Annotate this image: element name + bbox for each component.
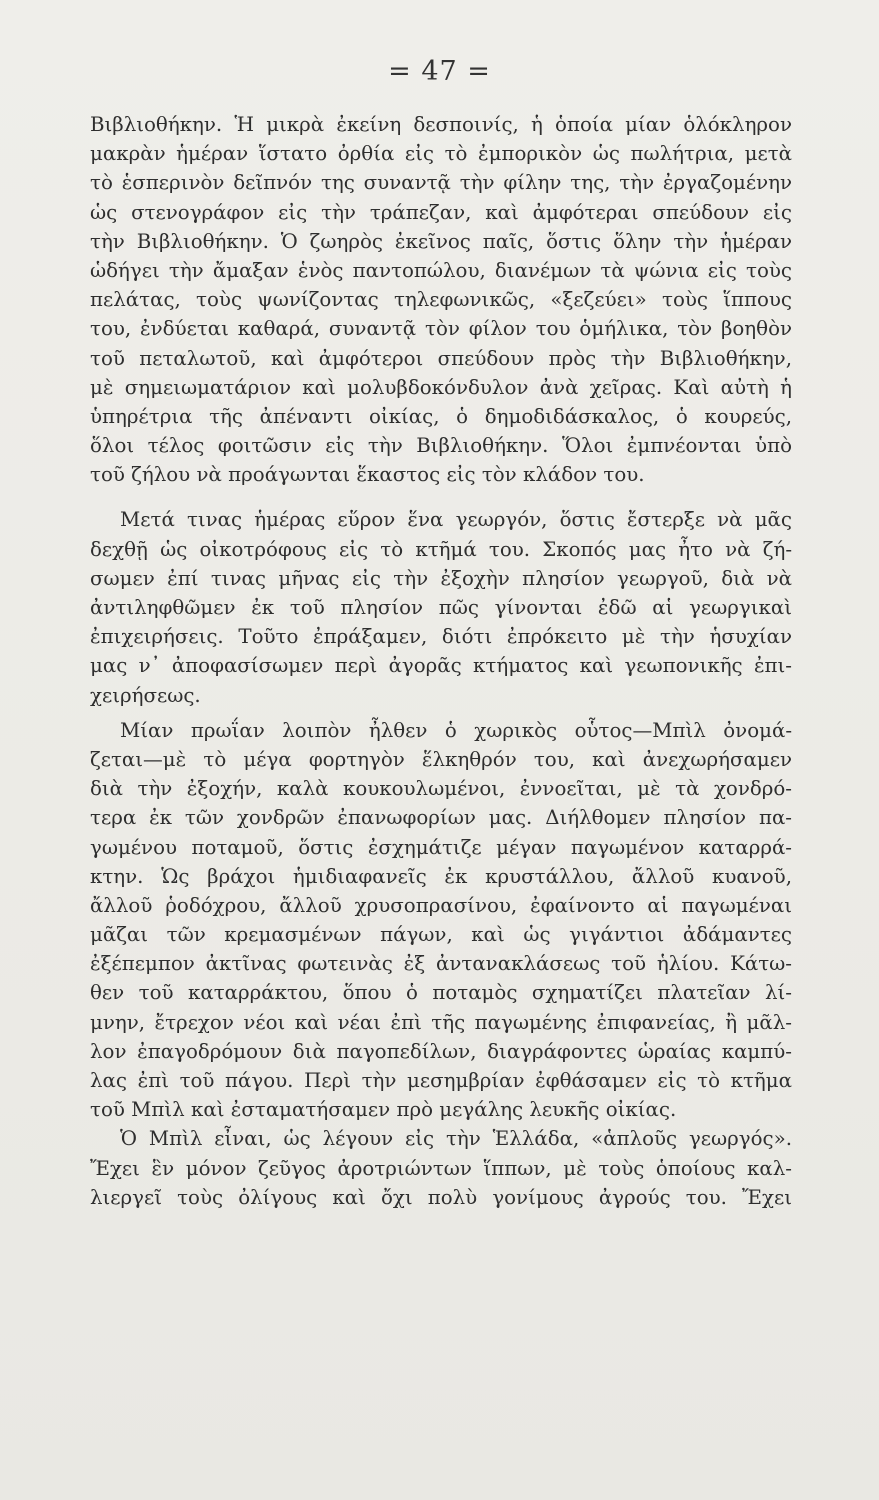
text-line: ὡς στενογράφον εἰς τὴν τράπεζαν, καὶ ἀμφότεραι σπεύδουν εἰς [90,200,792,224]
paragraph [90,110,792,489]
text-line: ὡδήγει τὴν ἄμαξαν ἑνὸς παντοπώλου, διανέμων τὰ ψώνια εἰς τοὺς [90,258,792,282]
text-line: Βιβλιοθήκην. Ἡ μικρὰ ἐκείνη δεσποινίς, ἡ ὁποία μίαν ὁλόκληρον [90,113,792,136]
paragraph [90,716,792,1125]
text-line: ἐξέπεμπον ἀκτῖνας φωτεινὰς ἐξ ἀντανακλάσεως τοῦ ἡλίου. Κάτω- [90,952,792,976]
text-line: τοῦ Μπὶλ καὶ ἐσταματήσαμεν πρὸ μεγάλης λευκῆς οἰκίας. [90,1098,677,1122]
text-line: μας ν᾽ ἀποφασίσωμεν περὶ ἀγορᾶς κτήματος καὶ γεωπονικῆς ἐπι- [90,654,792,678]
text-line: σωμεν ἐπί τινας μῆνας εἰς τὴν ἐξοχὴν πλησίον γεωργοῦ, διὰ νὰ [90,566,792,590]
text-line: τερα ἐκ τῶν χονδρῶν ἐπανωφορίων μας. Διήλθομεν πλησίον πα- [90,806,792,830]
page-text [90,110,792,1212]
text-line: ἄλλοῦ ῥοδόχρου, ἄλλοῦ χρυσοπρασίνου, ἐφαίνοντο αἱ παγωμέναι [90,893,792,917]
text-line: θεν τοῦ καταρράκτου, ὅπου ὁ ποταμὸς σχηματίζει πλατεῖαν λί- [90,981,792,1005]
paragraph-gap [90,489,792,505]
text-line: ἐπιχειρήσεις. Τοῦτο ἐπράξαμεν, διότι ἐπρόκειτο μὲ τὴν ἡσυχίαν [90,625,792,649]
text-line: κτην. Ὡς βράχοι ἡμιδιαφανεῖς ἐκ κρυστάλλου, ἄλλοῦ κυανοῦ, [90,864,792,888]
text-line: Μίαν πρωΐαν λοιπὸν ἦλθεν ὁ χωρικὸς οὗτος—Μπὶλ ὀνομά- [120,718,792,742]
text-line: λον ἐπαγοδρόμουν διὰ παγοπεδίλων, διαγράφοντες ὡραίας καμπύ- [90,1039,792,1063]
text-line: Ἔχει ἓν μόνον ζεῦγος ἀροτριώντων ἵππων, μὲ τοὺς ὁποίους καλ- [90,1156,792,1180]
text-line: γωμένου ποταμοῦ, ὅστις ἐσχημάτιζε μέγαν παγωμένον καταρρά- [90,835,792,859]
text-line: ὅλοι τέλος φοιτῶσιν εἰς τὴν Βιβλιοθήκην. Ὅλοι ἐμπνέονται ὑπὸ [90,434,792,458]
text-line: Ὁ Μπὶλ εἶναι, ὡς λέγουν εἰς τὴν Ἑλλάδα, «ἁπλοῦς γεωργός». [120,1127,792,1151]
text-line: ὑπηρέτρια τῆς ἀπέναντι οἰκίας, ὁ δημοδιδάσκαλος, ὁ κουρεύς, [90,404,792,428]
text-line: διὰ τὴν ἐξοχήν, καλὰ κουκουλωμένοι, ἐννοεῖται, μὲ τὰ χονδρό- [90,777,792,801]
paragraph [90,1124,792,1212]
text-line: μὲ σημειωματάριον καὶ μολυβδοκόνδυλον ἀνὰ χεῖρας. Καὶ αὐτὴ ἡ [90,375,792,399]
page-number: = 47 = [388,56,491,87]
text-line: λιεργεῖ τοὺς ὀλίγους καὶ ὄχι πολὺ γονίμους ἀγρούς του. Ἔχει [90,1185,792,1209]
text-line: πελάτας, τοὺς ψωνίζοντας τηλεφωνικῶς, «ξεζεύει» τοὺς ἵππους [90,288,792,312]
text-line: Μετά τινας ἡμέρας εὕρον ἕνα γεωργόν, ὅστις ἔστερξε νὰ μᾶς [120,508,792,532]
text-line: δεχθῇ ὡς οἰκοτρόφους εἰς τὸ κτῆμά του. Σκοπός μας ἦτο νὰ ζή- [90,537,792,561]
paragraph [90,505,792,709]
text-line: τοῦ πεταλωτοῦ, καὶ ἀμφότεροι σπεύδουν πρὸς τὴν Βιβλιοθήκην, [90,346,792,370]
text-line: μνην, ἔτρεχον νέοι καὶ νέαι ἐπὶ τῆς παγωμένης ἐπιφανείας, ἢ μᾶλ- [90,1010,792,1034]
text-line: μακρὰν ἡμέραν ἵστατο ὀρθία εἰς τὸ ἐμπορικὸν ὡς πωλήτρια, μετὰ [90,142,792,166]
text-line: τὸ ἑσπερινὸν δεῖπνόν της συναντᾷ τὴν φίλην της, τὴν ἐργαζομένην [90,171,792,195]
text-line: τοῦ ζήλου νὰ προάγωνται ἕκαστος εἰς τὸν κλάδον του. [90,463,645,487]
text-line: ἀντιληφθῶμεν ἐκ τοῦ πλησίον πῶς γίνονται ἐδῶ αἱ γεωργικαὶ [90,596,792,619]
text-line: χειρήσεως. [90,683,201,707]
text-line: ζεται—μὲ τὸ μέγα φορτηγὸν ἕλκηθρόν του, καὶ ἀνεχωρήσαμεν [90,747,792,771]
text-line: τὴν Βιβλιοθήκην. Ὁ ζωηρὸς ἐκεῖνος παῖς, ὅστις ὅλην τὴν ἡμέραν [90,229,792,253]
text-line: μᾶζαι τῶν κρεμασμένων πάγων, καὶ ὡς γιγάντιοι ἀδάμαντες [90,923,792,947]
text-line: λας ἐπὶ τοῦ πάγου. Περὶ τὴν μεσημβρίαν ἐφθάσαμεν εἰς τὸ κτῆμα [90,1069,792,1092]
text-line: του, ἐνδύεται καθαρά, συναντᾷ τὸν φίλον του ὁμήλικα, τὸν βοηθὸν [90,317,792,341]
